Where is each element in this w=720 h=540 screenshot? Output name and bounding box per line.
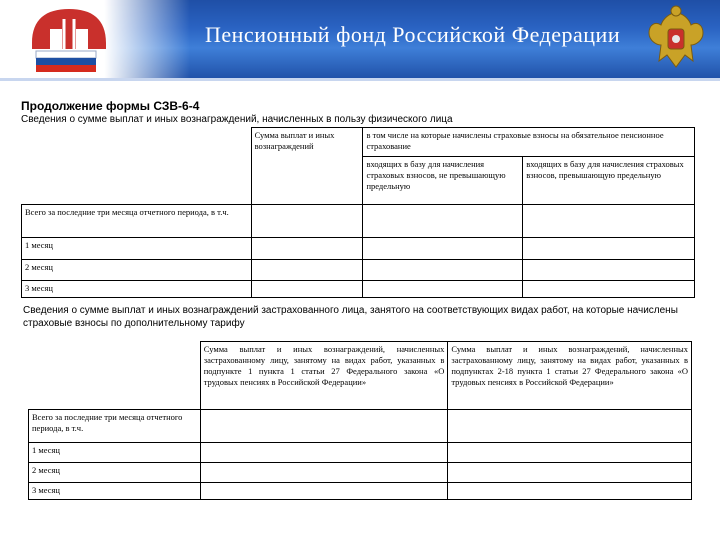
col-group-header: в том числе на которые начислены страховые взносы на обязательное пенсионное страхование — [363, 128, 695, 157]
col-total-header: Сумма выплат и иных вознаграждений — [251, 128, 363, 205]
table-row — [29, 483, 692, 500]
input-cell[interactable] — [448, 443, 692, 463]
blank-header-cell — [22, 128, 252, 205]
col-a-header: Сумма выплат и иных вознаграждений, начисленных застрахованному лицу, занятому на видах работ, указанных в подпункте 1 пункта 1 статьи 27 Федерального закона «О трудовых пенсиях в Российской Федерации» — [200, 342, 448, 410]
table-row — [29, 463, 692, 483]
input-cell[interactable] — [200, 443, 448, 463]
payments-table — [21, 127, 695, 298]
input-cell[interactable] — [363, 205, 523, 238]
input-cell[interactable] — [251, 238, 363, 260]
row-label: Всего за последние три месяца отчетного периода, в т.ч. — [29, 410, 201, 443]
row-label: Всего за последние три месяца отчетного периода, в т.ч. — [22, 205, 252, 238]
header-divider — [0, 78, 720, 81]
additional-tariff-description: Сведения о сумме выплат и иных вознаграждений застрахованного лица, занятого на соответствующих видах работ, на которые начислены страховые взносы по дополнительному тарифу — [23, 305, 678, 329]
form-heading: Продолжение формы СЗВ-6-4 — [21, 99, 200, 113]
blank-header-cell — [29, 342, 201, 410]
input-cell[interactable] — [523, 281, 695, 298]
input-cell[interactable] — [251, 205, 363, 238]
table-header-row — [22, 128, 695, 157]
row-label: 2 месяц — [29, 463, 201, 483]
input-cell[interactable] — [200, 483, 448, 500]
table-row — [29, 443, 692, 463]
table-row — [22, 260, 695, 281]
row-label: 2 месяц — [22, 260, 252, 281]
table-header-row — [29, 342, 692, 410]
col-within-header: входящих в базу для начисления страховых взносов, не превышающую предельную — [363, 157, 523, 205]
row-label: 3 месяц — [29, 483, 201, 500]
input-cell[interactable] — [363, 281, 523, 298]
input-cell[interactable] — [523, 238, 695, 260]
input-cell[interactable] — [363, 260, 523, 281]
input-cell[interactable] — [200, 463, 448, 483]
form-subheading: Сведения о сумме выплат и иных вознаграждений, начисленных в пользу физического лица — [21, 114, 453, 125]
input-cell[interactable] — [448, 483, 692, 500]
table-row — [22, 205, 695, 238]
col-b-header: Сумма выплат и иных вознаграждений, начисленных застрахованному лицу, занятому на видах работ, указанных в подпунктах 2-18 пункта 1 статьи 27 Федерального закона «О трудовых пенсиях в Российской Федерации» — [448, 342, 692, 410]
table-row — [29, 410, 692, 443]
input-cell[interactable] — [251, 281, 363, 298]
input-cell[interactable] — [523, 205, 695, 238]
input-cell[interactable] — [251, 260, 363, 281]
pfr-logo-icon — [24, 5, 114, 77]
table-row — [22, 281, 695, 298]
input-cell[interactable] — [200, 410, 448, 443]
input-cell[interactable] — [448, 410, 692, 443]
col-over-header: входящих в базу для начисления страховых взносов, превышающую предельную — [523, 157, 695, 205]
additional-tariff-table — [28, 341, 692, 500]
input-cell[interactable] — [523, 260, 695, 281]
row-label: 3 месяц — [22, 281, 252, 298]
table-row — [22, 238, 695, 260]
organization-title: Пенсионный фонд Российской Федерации — [205, 22, 621, 47]
row-label: 1 месяц — [29, 443, 201, 463]
double-headed-eagle-emblem-icon — [643, 3, 709, 75]
input-cell[interactable] — [363, 238, 523, 260]
input-cell[interactable] — [448, 463, 692, 483]
row-label: 1 месяц — [22, 238, 252, 260]
